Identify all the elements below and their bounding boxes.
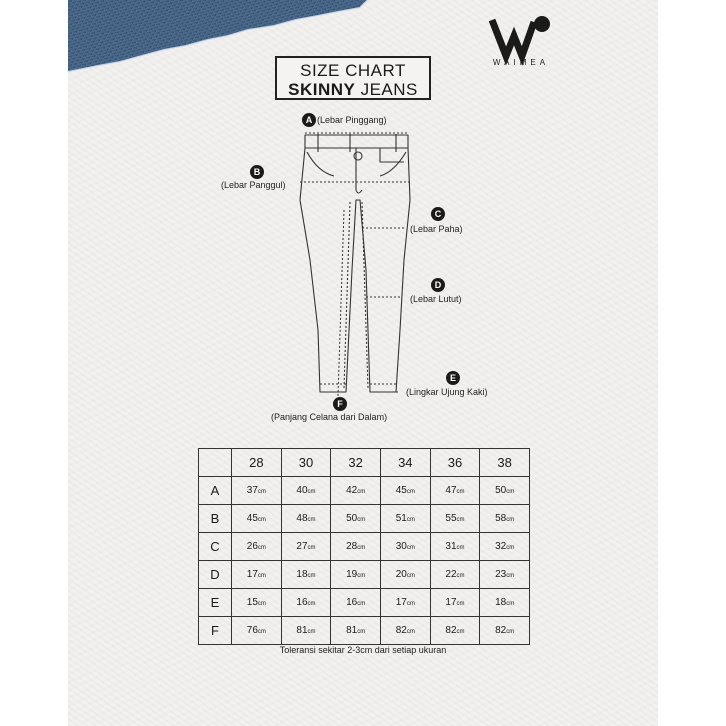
size-header: 38	[480, 449, 530, 477]
table-row	[199, 617, 530, 645]
cell-unit: cm	[357, 545, 366, 551]
label-b: (Lebar Panggul)	[221, 180, 286, 190]
table-cell	[480, 533, 530, 561]
row-label: C	[199, 533, 232, 561]
badge-a-icon: A	[302, 113, 316, 127]
cell-unit: cm	[456, 545, 465, 551]
cell-unit: cm	[506, 517, 515, 523]
cell-value: 17	[445, 597, 457, 608]
cell-value: 42	[346, 485, 358, 496]
cell-value: 58	[495, 513, 507, 524]
size-table	[198, 448, 530, 645]
cell-unit: cm	[307, 517, 316, 523]
cell-value: 37	[246, 485, 258, 496]
table-cell	[480, 617, 530, 645]
cell-unit: cm	[456, 601, 465, 607]
table-body	[199, 477, 530, 645]
cell-unit: cm	[406, 545, 415, 551]
table-cell	[331, 617, 381, 645]
cell-unit: cm	[357, 489, 366, 495]
table-cell	[281, 505, 331, 533]
table-cell	[331, 505, 381, 533]
cell-value: 26	[246, 541, 258, 552]
tolerance-note: Toleransi sekitar 2-3cm dari setiap ukuran	[279, 645, 447, 655]
table-cell	[380, 533, 430, 561]
table-cell	[380, 561, 430, 589]
cell-unit: cm	[506, 601, 515, 607]
cell-value: 19	[346, 569, 358, 580]
badge-e-icon: E	[446, 371, 460, 385]
cell-unit: cm	[257, 629, 266, 635]
label-d: (Lebar Lutut)	[410, 294, 462, 304]
jeans-outline	[300, 134, 410, 392]
title-bold-word: SKINNY	[288, 80, 356, 99]
table-row	[199, 505, 530, 533]
table-cell	[480, 561, 530, 589]
table-cell	[331, 589, 381, 617]
table-cell	[430, 533, 480, 561]
cell-value: 31	[445, 541, 457, 552]
cell-value: 50	[495, 485, 507, 496]
cell-value: 18	[296, 569, 308, 580]
title-line-1: SIZE CHART	[300, 61, 406, 80]
cell-value: 16	[296, 597, 308, 608]
cell-value: 30	[395, 541, 407, 552]
table-cell	[480, 505, 530, 533]
cell-value: 28	[346, 541, 358, 552]
cell-value: 82	[395, 625, 407, 636]
table-row	[199, 589, 530, 617]
cell-value: 27	[296, 541, 308, 552]
row-label: E	[199, 589, 232, 617]
table-cell	[331, 477, 381, 505]
table-cell	[232, 533, 282, 561]
table-cell	[430, 505, 480, 533]
table-corner-cell	[199, 449, 232, 477]
cell-unit: cm	[257, 489, 266, 495]
cell-value: 50	[346, 513, 358, 524]
cell-value: 51	[395, 513, 407, 524]
table-cell	[430, 477, 480, 505]
size-header: 36	[430, 449, 480, 477]
cell-unit: cm	[456, 629, 465, 635]
cell-value: 17	[395, 597, 407, 608]
cell-value: 22	[445, 569, 457, 580]
title-rest-word: JEANS	[355, 80, 418, 99]
table-cell	[281, 533, 331, 561]
cell-value: 15	[246, 597, 258, 608]
cell-value: 32	[495, 541, 507, 552]
table-row	[199, 477, 530, 505]
cell-value: 16	[346, 597, 358, 608]
size-header: 32	[331, 449, 381, 477]
label-f: (Panjang Celana dari Dalam)	[271, 412, 388, 422]
cell-value: 48	[296, 513, 308, 524]
row-label: F	[199, 617, 232, 645]
cell-unit: cm	[406, 573, 415, 579]
table-cell	[232, 617, 282, 645]
cell-value: 18	[495, 597, 507, 608]
table-row	[199, 561, 530, 589]
row-label: D	[199, 561, 232, 589]
cell-unit: cm	[257, 573, 266, 579]
table-cell	[430, 561, 480, 589]
badge-d-icon: D	[431, 278, 445, 292]
table-cell	[380, 589, 430, 617]
cell-unit: cm	[257, 517, 266, 523]
table-cell	[232, 561, 282, 589]
table-cell	[281, 589, 331, 617]
brand-name: WAIMEA	[492, 58, 550, 67]
cell-value: 82	[445, 625, 457, 636]
row-label: A	[199, 477, 232, 505]
badge-c-icon: C	[431, 207, 445, 221]
label-c: (Lebar Paha)	[410, 224, 463, 234]
label-e: (Lingkar Ujung Kaki)	[406, 387, 488, 397]
table-cell	[232, 505, 282, 533]
table-cell	[281, 617, 331, 645]
table-cell	[380, 477, 430, 505]
cell-unit: cm	[506, 489, 515, 495]
table-cell	[380, 505, 430, 533]
cell-value: 55	[445, 513, 457, 524]
cell-value: 81	[346, 625, 358, 636]
table-cell	[281, 477, 331, 505]
cell-unit: cm	[456, 573, 465, 579]
cell-unit: cm	[307, 573, 316, 579]
cell-value: 45	[246, 513, 258, 524]
cell-unit: cm	[257, 601, 266, 607]
badge-b-icon: B	[250, 165, 264, 179]
table-cell	[480, 477, 530, 505]
cell-unit: cm	[257, 545, 266, 551]
cell-value: 17	[246, 569, 258, 580]
size-header: 30	[281, 449, 331, 477]
cell-value: 20	[395, 569, 407, 580]
label-a: (Lebar Pinggang)	[317, 115, 387, 125]
cell-value: 81	[296, 625, 308, 636]
cell-unit: cm	[406, 601, 415, 607]
cell-unit: cm	[406, 517, 415, 523]
cell-unit: cm	[357, 629, 366, 635]
size-header: 28	[232, 449, 282, 477]
table-cell	[331, 561, 381, 589]
cell-unit: cm	[307, 601, 316, 607]
table-cell	[380, 617, 430, 645]
badge-f-icon: F	[333, 397, 347, 411]
row-label: B	[199, 505, 232, 533]
cell-value: 45	[395, 485, 407, 496]
table-header-row	[199, 449, 530, 477]
cell-unit: cm	[357, 601, 366, 607]
cell-unit: cm	[406, 489, 415, 495]
table-cell	[430, 617, 480, 645]
cell-value: 23	[495, 569, 507, 580]
cell-value: 40	[296, 485, 308, 496]
cell-unit: cm	[357, 517, 366, 523]
cell-unit: cm	[456, 517, 465, 523]
table-cell	[232, 589, 282, 617]
table-cell	[331, 533, 381, 561]
cell-unit: cm	[506, 545, 515, 551]
cell-value: 82	[495, 625, 507, 636]
cell-value: 47	[445, 485, 457, 496]
cell-unit: cm	[307, 489, 316, 495]
table-cell	[430, 589, 480, 617]
size-header: 34	[380, 449, 430, 477]
cell-unit: cm	[506, 573, 515, 579]
cell-unit: cm	[406, 629, 415, 635]
cell-unit: cm	[456, 489, 465, 495]
cell-unit: cm	[506, 629, 515, 635]
cell-unit: cm	[357, 573, 366, 579]
cell-value: 76	[246, 625, 258, 636]
cell-unit: cm	[307, 629, 316, 635]
cell-unit: cm	[307, 545, 316, 551]
table-cell	[281, 561, 331, 589]
table-cell	[480, 589, 530, 617]
table-row	[199, 533, 530, 561]
table-cell	[232, 477, 282, 505]
